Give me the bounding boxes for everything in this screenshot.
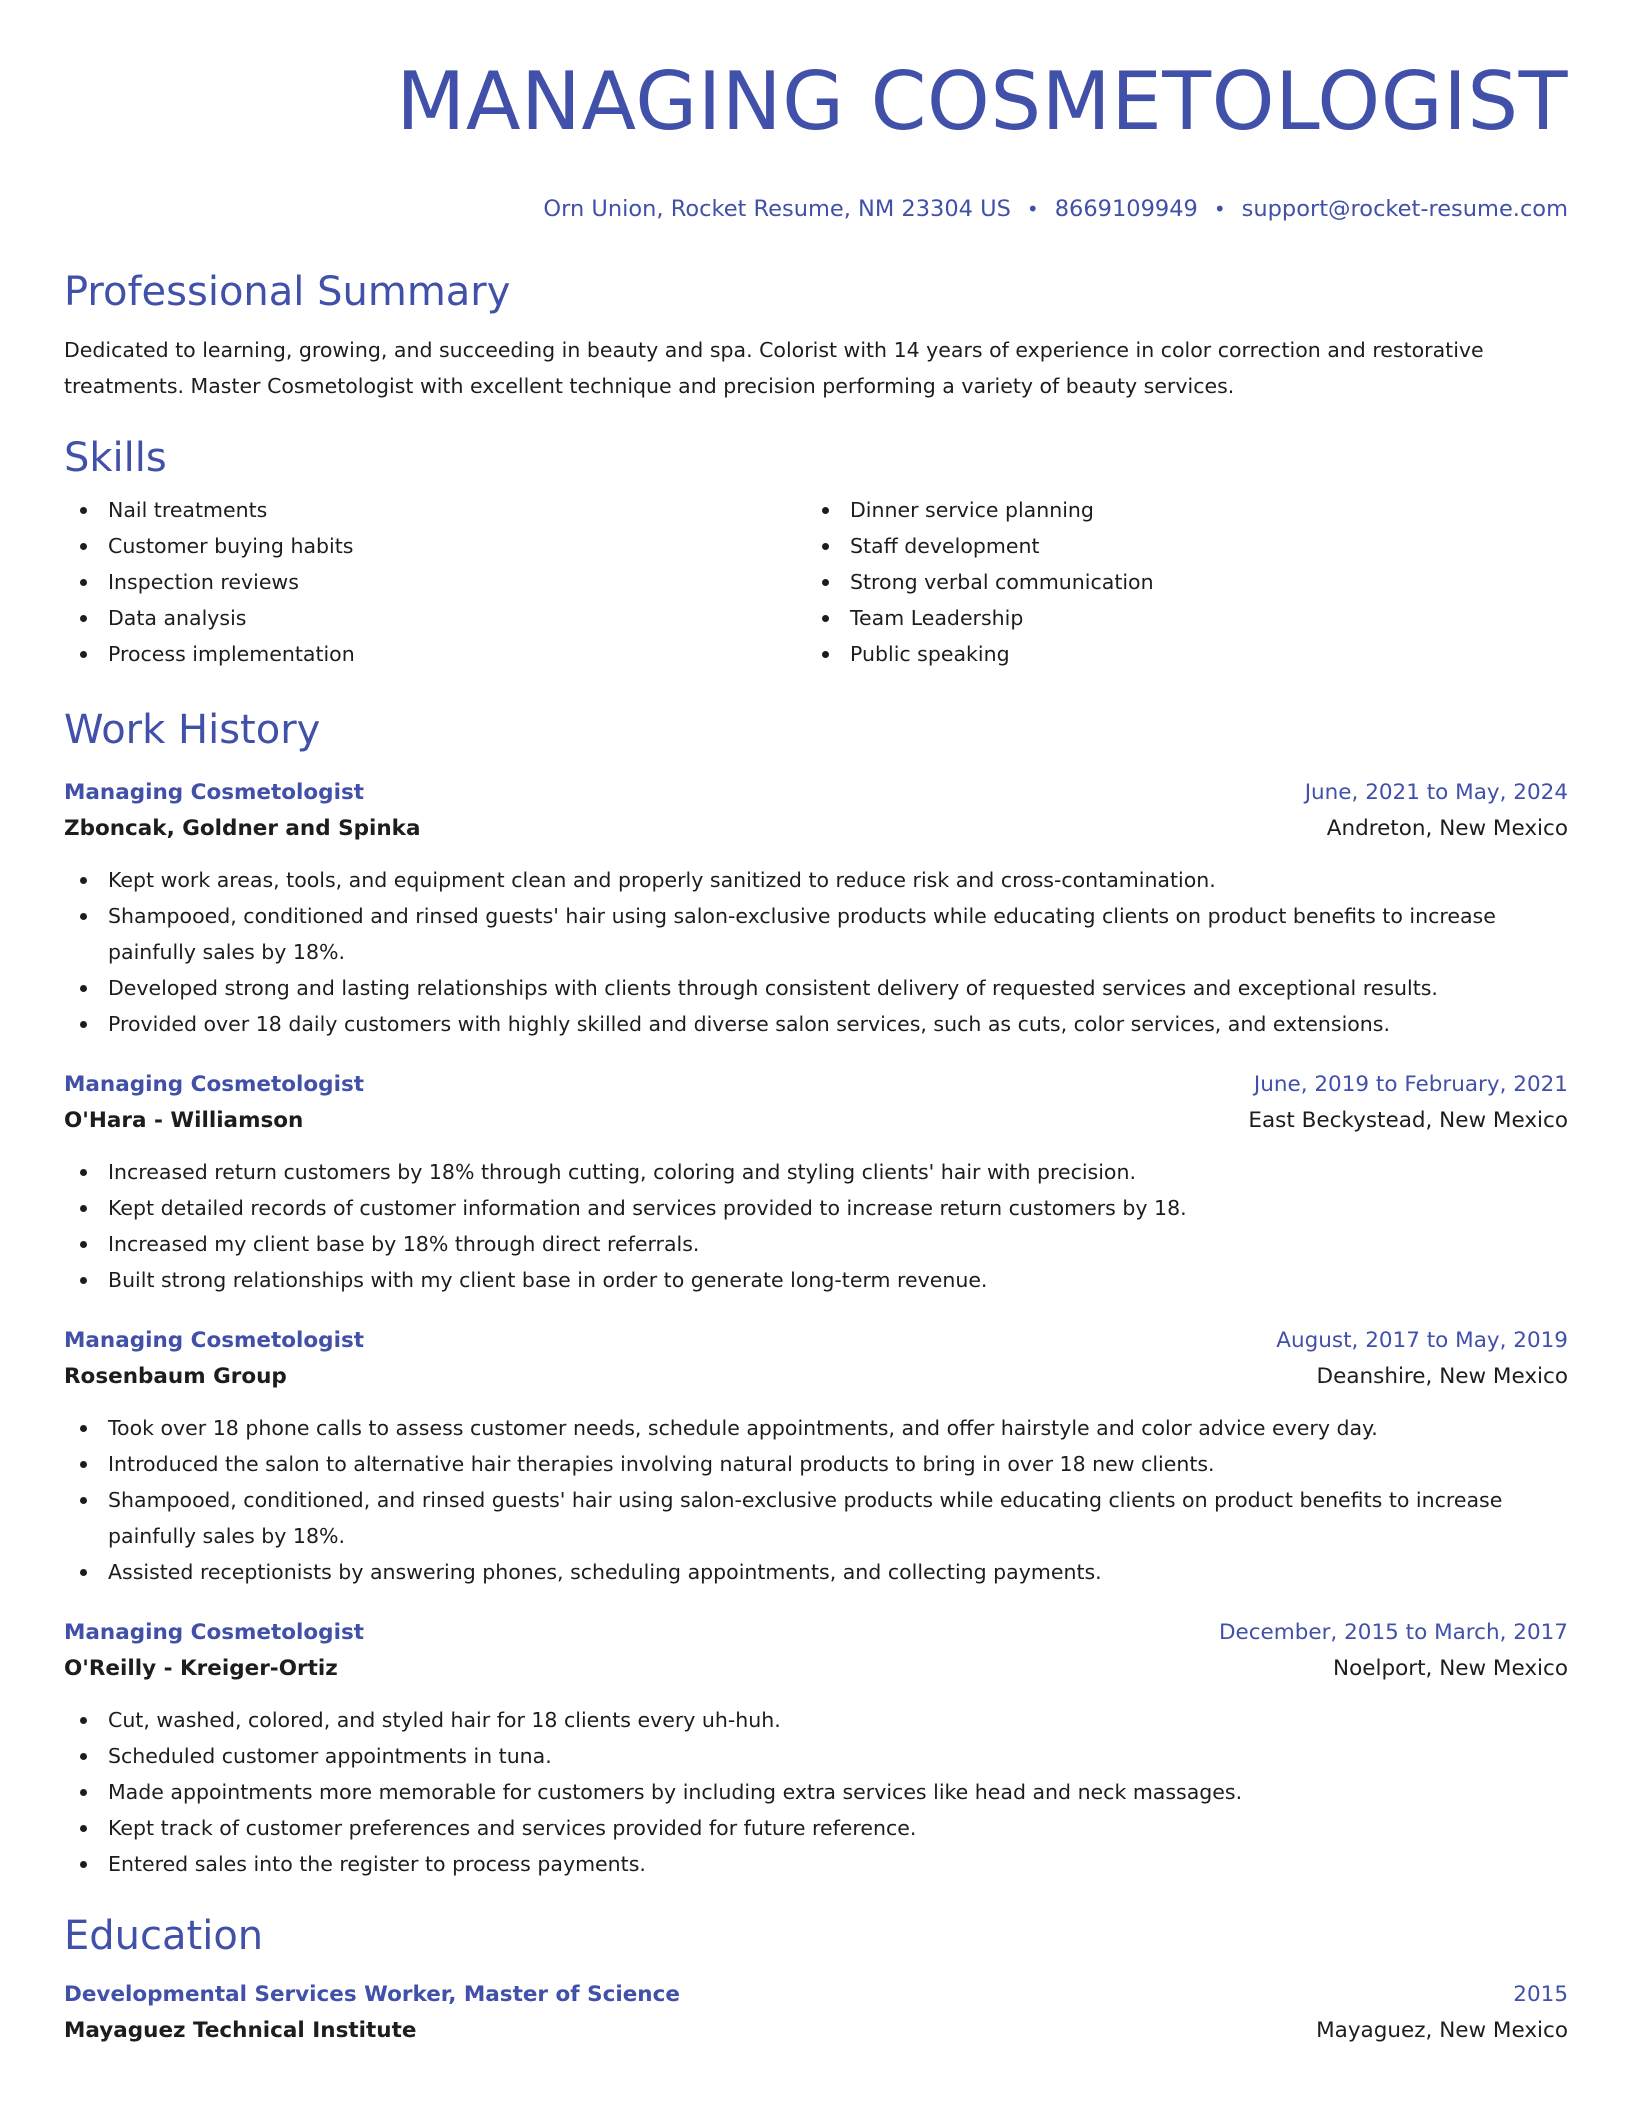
job-bullet: Shampooed, conditioned and rinsed guests' hair using salon-exclusive products while educating clients on product benefits to increase painfully sales by 18%. [64, 898, 1568, 970]
skills-column-right [806, 492, 1548, 672]
job-role: Managing Cosmetologist [64, 1328, 365, 1353]
section-title-summary: Professional Summary [64, 269, 511, 315]
skill-item: Data analysis [64, 600, 806, 636]
skill-item: Process implementation [64, 636, 806, 672]
section-title-education: Education [64, 1913, 264, 1959]
job-role: Managing Cosmetologist [64, 780, 365, 805]
skill-item: Team Leadership [806, 600, 1548, 636]
skill-item: Nail treatments [64, 492, 806, 528]
contact-line [64, 194, 1568, 224]
job-location: East Beckystead, New Mexico [1248, 1108, 1568, 1133]
education-entry [64, 1978, 1568, 2050]
skill-item: Strong verbal communication [806, 564, 1548, 600]
job-bullet: Scheduled customer appointments in tuna. [64, 1738, 1568, 1774]
section-title-skills: Skills [64, 435, 167, 481]
skill-item: Inspection reviews [64, 564, 806, 600]
job-bullet: Increased return customers by 18% through cutting, coloring and styling clients' hair with precision. [64, 1154, 1568, 1190]
job-dates: August, 2017 to May, 2019 [1276, 1328, 1568, 1353]
job-role: Managing Cosmetologist [64, 1072, 365, 1097]
job-dates: June, 2021 to May, 2024 [1304, 780, 1568, 805]
job-bullet: Built strong relationships with my client base in order to generate long-term revenue. [64, 1262, 1568, 1298]
candidate-name: MANAGING COSMETOLOGIST [396, 55, 1568, 148]
job-company: O'Hara - Williamson [64, 1108, 304, 1133]
job-bullet: Made appointments more memorable for customers by including extra services like head and neck massages. [64, 1774, 1568, 1810]
job-location: Andreton, New Mexico [1326, 816, 1568, 841]
job-bullet: Provided over 18 daily customers with highly skilled and diverse salon services, such as cuts, color services, and extensions. [64, 1006, 1568, 1042]
education-year: 2015 [1513, 1982, 1568, 2007]
education-degree: Developmental Services Worker, Master of Science [64, 1982, 680, 2007]
job-bullet: Developed strong and lasting relationships with clients through consistent delivery of requested services and exceptional results. [64, 970, 1568, 1006]
skill-item: Dinner service planning [806, 492, 1548, 528]
job-bullet: Cut, washed, colored, and styled hair for 18 clients every uh-huh. [64, 1702, 1568, 1738]
job-bullet: Increased my client base by 18% through direct referrals. [64, 1226, 1568, 1262]
contact-email: support@rocket-resume.com [1241, 196, 1568, 222]
contact-phone: 8669109949 [1054, 196, 1198, 222]
job-bullet: Kept detailed records of customer information and services provided to increase return customers by 18. [64, 1190, 1568, 1226]
job-entry [64, 776, 1568, 1042]
job-bullets [64, 862, 1568, 1042]
job-bullet: Kept track of customer preferences and services provided for future reference. [64, 1810, 1568, 1846]
skill-item: Staff development [806, 528, 1548, 564]
job-bullets [64, 1702, 1568, 1882]
job-bullet: Assisted receptionists by answering phones, scheduling appointments, and collecting payments. [64, 1554, 1568, 1590]
job-bullets [64, 1410, 1568, 1590]
job-dates: June, 2019 to February, 2021 [1253, 1072, 1568, 1097]
skills-list [64, 492, 1568, 672]
education-location: Mayaguez, New Mexico [1316, 2018, 1568, 2043]
job-bullet: Took over 18 phone calls to assess customer needs, schedule appointments, and offer hairstyle and color advice every day. [64, 1410, 1568, 1446]
job-bullets [64, 1154, 1568, 1298]
job-role: Managing Cosmetologist [64, 1620, 365, 1645]
summary-text: Dedicated to learning, growing, and succeeding in beauty and spa. Colorist with 14 years of experience in color correction and restorative treatments. Master Cosmetologist with excellent technique and precision performing a variety of beauty services. [64, 338, 1484, 398]
section-title-work-history: Work History [64, 707, 321, 753]
job-bullet: Entered sales into the register to process payments. [64, 1846, 1568, 1882]
job-company: Zboncak, Goldner and Spinka [64, 816, 421, 841]
job-bullet: Kept work areas, tools, and equipment clean and properly sanitized to reduce risk and cross-contamination. [64, 862, 1568, 898]
job-entry [64, 1616, 1568, 1882]
job-bullet: Shampooed, conditioned, and rinsed guests' hair using salon-exclusive products while educating clients on product benefits to increase painfully sales by 18%. [64, 1482, 1568, 1554]
job-location: Deanshire, New Mexico [1316, 1364, 1568, 1389]
job-entry [64, 1324, 1568, 1590]
job-entry [64, 1068, 1568, 1298]
contact-separator: • [1213, 197, 1226, 221]
education-school: Mayaguez Technical Institute [64, 2018, 417, 2043]
contact-separator: • [1026, 197, 1039, 221]
job-location: Noelport, New Mexico [1333, 1656, 1568, 1681]
skill-item: Public speaking [806, 636, 1548, 672]
job-company: Rosenbaum Group [64, 1364, 287, 1389]
job-dates: December, 2015 to March, 2017 [1218, 1620, 1568, 1645]
resume-page [64, 0, 1568, 2050]
contact-address: Orn Union, Rocket Resume, NM 23304 US [543, 196, 1011, 222]
skill-item: Customer buying habits [64, 528, 806, 564]
job-company: O'Reilly - Kreiger-Ortiz [64, 1656, 338, 1681]
skills-column-left [64, 492, 806, 672]
job-bullet: Introduced the salon to alternative hair therapies involving natural products to bring in over 18 new clients. [64, 1446, 1568, 1482]
